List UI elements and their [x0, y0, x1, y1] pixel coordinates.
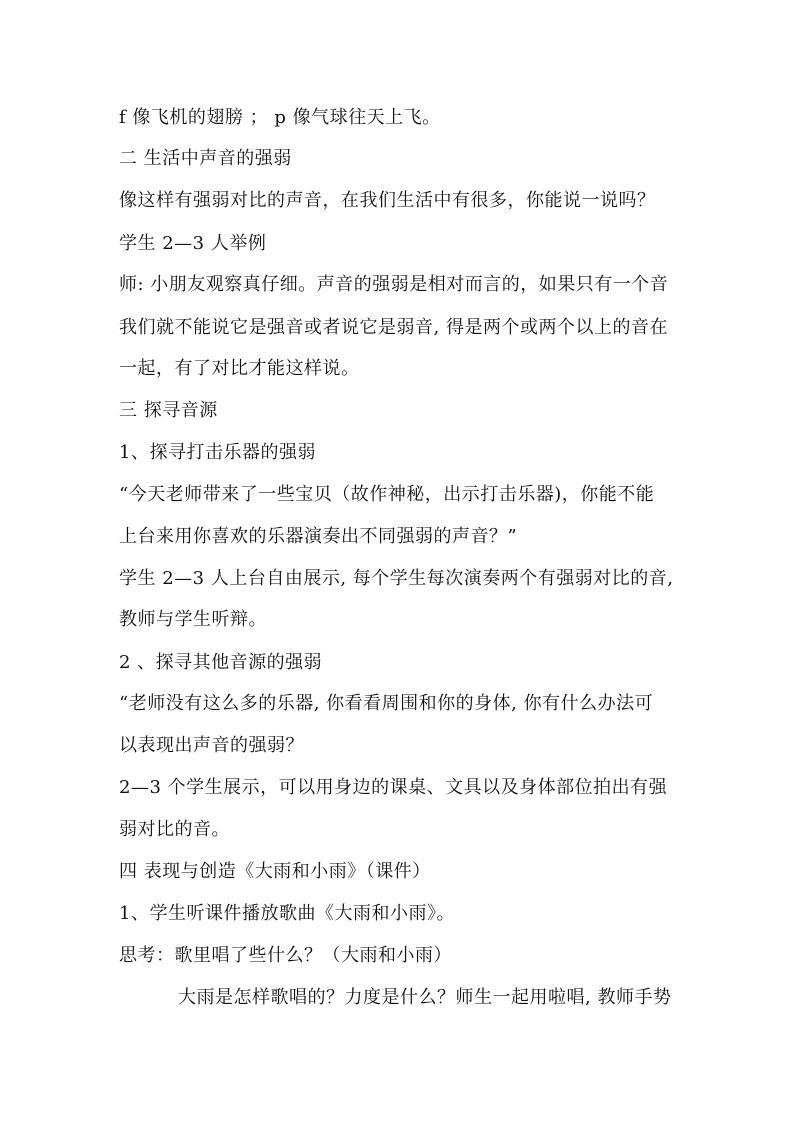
text-line: 思考：歌里唱了些什么？（大雨和小雨）	[119, 945, 452, 966]
subsection-heading: 2 、探寻其他音源的强弱	[119, 652, 323, 673]
text-line: 师: 小朋友观察真仔细。声音的强弱是相对而言的，如果只有一个音	[119, 274, 669, 295]
text-line: 一起，有了对比才能这样说。	[119, 358, 360, 379]
text-line: 上台来用你喜欢的乐器演奏出不同强弱的声音？”	[119, 526, 518, 547]
text-line: “今天老师带来了一些宝贝（故作神秘，出示打击乐器)，你能不能	[119, 484, 655, 505]
text-line: 1、学生听课件播放歌曲《大雨和小雨》。	[119, 903, 455, 924]
text-line: 像这样有强弱对比的声音，在我们生活中有很多，你能说一说吗？	[119, 190, 656, 211]
text-line: “老师没有这么多的乐器, 你看看周围和你的身体, 你有什么办法可	[119, 693, 654, 714]
text-line: f 像飞机的翅膀 ； p 像气球往天上飞。	[119, 107, 441, 128]
text-line: 2—3 个学生展示，可以用身边的课桌、文具以及身体部位拍出有强	[119, 777, 668, 798]
section-heading: 四 表现与创造《大雨和小雨》（课件）	[119, 861, 431, 882]
text-line: 我们就不能说它是强音或者说它是弱音, 得是两个或两个以上的音在	[119, 317, 668, 338]
section-heading: 三 探寻音源	[119, 400, 218, 421]
text-line: 大雨是怎样歌唱的？力度是什么？师生一起用啦唱, 教师手势	[178, 987, 672, 1008]
subsection-heading: 1、探寻打击乐器的强弱	[119, 442, 316, 463]
section-heading: 二 生活中声音的强弱	[119, 148, 292, 169]
text-line: 学生 2—3 人举例	[119, 233, 267, 254]
text-line: 弱对比的音。	[119, 819, 230, 840]
text-line: 学生 2—3 人上台自由展示, 每个学生每次演奏两个有强弱对比的音,	[119, 568, 674, 589]
text-line: 以表现出声音的强弱？	[119, 735, 304, 756]
text-line: 教师与学生听辩。	[119, 609, 267, 630]
